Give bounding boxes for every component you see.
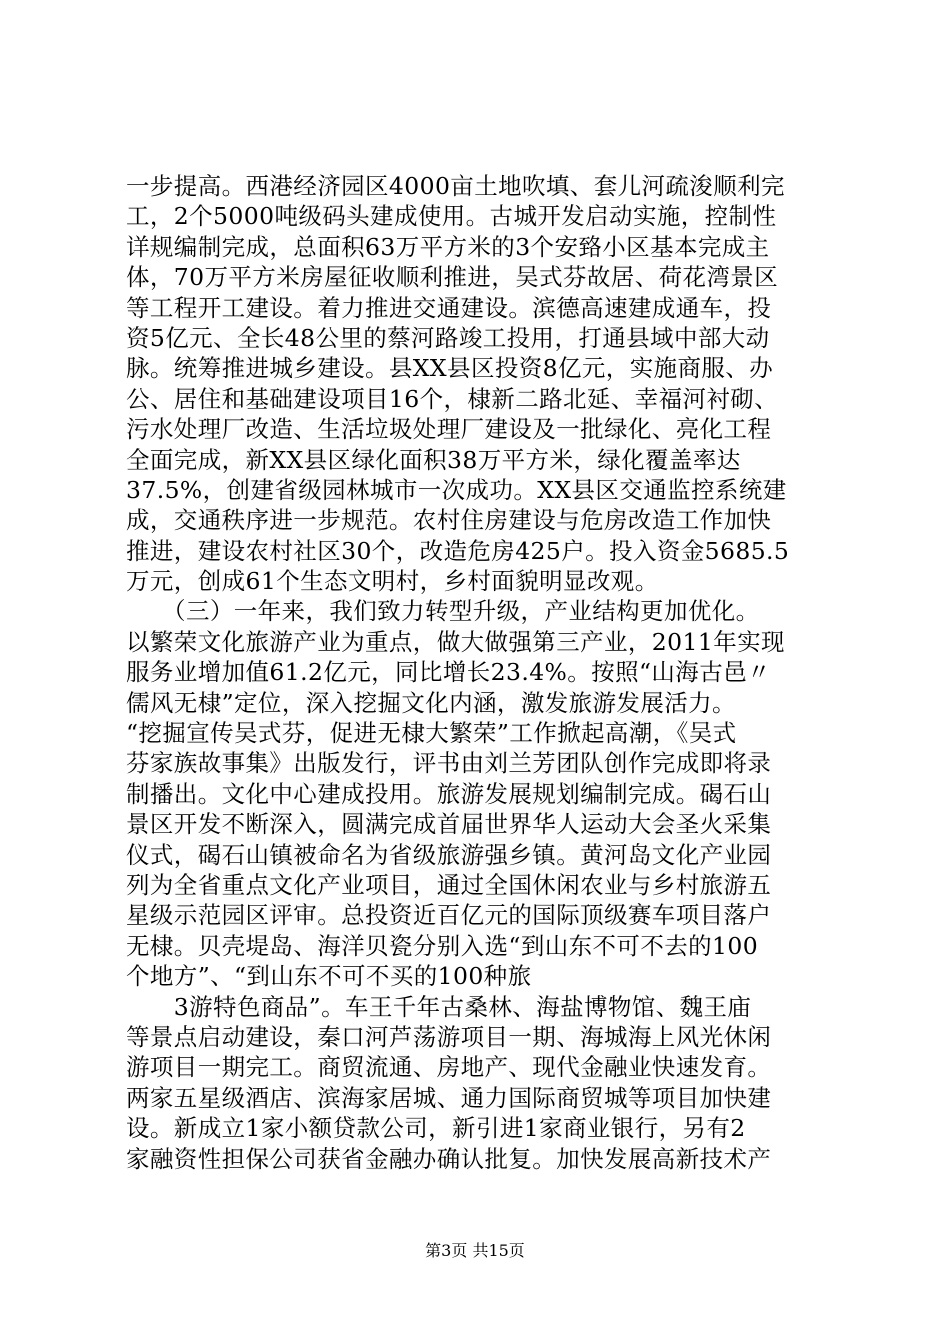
text-line: 设。新成立1家小额贷款公司，新引进1家商业银行，另有2 bbox=[126, 1114, 746, 1143]
text-line: 星级示范园区评审。总投资近百亿元的国际顶级赛车项目落户 bbox=[126, 901, 772, 930]
text-line: 一步提高。西港经济园区4000亩土地吹填、套儿河疏浚顺利完 bbox=[126, 172, 785, 200]
text-line: 无棣。贝壳堤岛、海洋贝瓷分别入选“到山东不可不去的100 bbox=[126, 931, 759, 960]
text-line: 推进，建设农村社区30个，改造危房425户。投入资金5685.5 bbox=[126, 536, 790, 565]
text-line: 游项目一期完工。商贸流通、房地产、现代金融业快速发育。 bbox=[126, 1053, 772, 1082]
text-line: 全面完成，新XX县区绿化面积38万平方米，绿化覆盖率达 bbox=[126, 445, 741, 474]
text-line: “挖掘宣传吴式芬，促进无棣大繁荣”工作掀起高潮，《吴式 bbox=[126, 719, 737, 748]
text-line: 3游特色商品”。车王千年古桑林、海盐博物馆、魏王庙 bbox=[126, 992, 752, 1021]
text-line: 芬家族故事集》出版发行，评书由刘兰芳团队创作完成即将录 bbox=[126, 749, 772, 778]
text-line: 列为全省重点文化产业项目，通过全国休闲农业与乡村旅游五 bbox=[126, 870, 772, 899]
text-line: （三）一年来，我们致力转型升级，产业结构更加优化。 bbox=[126, 597, 760, 626]
text-line: 体，70万平方米房屋征收顺利推进，吴式芬故居、荷花湾景区 bbox=[126, 263, 779, 292]
text-line: 脉。统筹推进城乡建设。县XX县区投资8亿元，实施商服、办 bbox=[126, 354, 774, 383]
text-line: 万元，创成61个生态文明村，乡村面貌明显改观。 bbox=[126, 567, 659, 596]
body-text bbox=[126, 171, 846, 1174]
text-line: 等景点启动建设，秦口河芦荡游项目一期、海城海上风光休闲 bbox=[126, 1022, 772, 1051]
text-line: 成，交通秩序进一步规范。农村住房建设与危房改造工作加快 bbox=[126, 506, 772, 535]
text-line: 以繁荣文化旅游产业为重点，做大做强第三产业，2011年实现 bbox=[126, 627, 785, 656]
text-line: 资5亿元、全长48公里的蔡河路竣工投用，打通县域中部大动 bbox=[126, 323, 770, 352]
text-line: 污水处理厂改造、生活垃圾处理厂建设及一批绿化、亮化工程 bbox=[126, 415, 772, 444]
text-line: 等工程开工建设。着力推进交通建设。滨德高速建成通车，投 bbox=[126, 293, 772, 322]
text-line: 工，2个5000吨级码头建成使用。古城开发启动实施，控制性 bbox=[126, 202, 777, 231]
page-footer: 第3页 共15页 bbox=[425, 1241, 525, 1260]
text-line: 儒风无棣”定位，深入挖掘文化内涵，激发旅游发展活力。 bbox=[126, 688, 736, 717]
text-line: 景区开发不断深入，圆满完成首届世界华人运动大会圣火采集 bbox=[126, 810, 772, 839]
text-line: 家融资性担保公司获省金融办确认批复。加快发展高新技术产 bbox=[126, 1144, 772, 1173]
text-line: 仪式，碣石山镇被命名为省级旅游强乡镇。黄河岛文化产业园 bbox=[126, 840, 772, 869]
text-line: 详规编制完成，总面积63万平方米的3个安臵小区基本完成主 bbox=[126, 232, 770, 261]
text-line: 两家五星级酒店、滨海家居城、通力国际商贸城等项目加快建 bbox=[126, 1083, 772, 1112]
text-line: 公、居住和基础建设项目16个，棣新二路北延、幸福河衬砌、 bbox=[126, 384, 779, 413]
text-line: 个地方”、“到山东不可不买的100种旅 bbox=[126, 962, 532, 991]
text-line: 37.5%，创建省级园林城市一次成功。XX县区交通监控系统建 bbox=[126, 475, 787, 504]
text-line: 制播出。文化中心建成投用。旅游发展规划编制完成。碣石山 bbox=[126, 779, 772, 808]
text-line: 服务业增加值61.2亿元，同比增长23.4%。按照“山海古邑〃 bbox=[126, 658, 771, 687]
